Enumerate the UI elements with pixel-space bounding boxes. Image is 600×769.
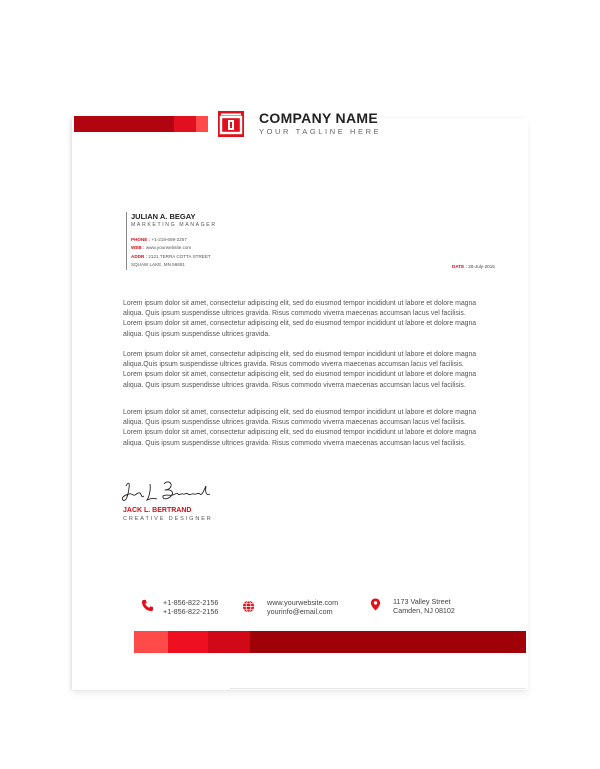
company-name: COMPANY NAME [259,110,378,126]
addr-label: ADDR : [131,253,148,259]
sender-block [126,212,217,270]
footer-address-2: Camden, NJ 08102 [393,605,455,615]
footer-bar-light [134,631,168,653]
page-bottom-line [230,688,526,689]
body-paragraph-2: Lorem ipsum dolor sit amet, consectetur adipiscing elit, sed do eiusmod tempor incididunt ut labore et dolore magna aliqua.Quis ipsum suspendisse ultrices gravida. Risus commodo viverra maecenas accumsan lacus vel facilisis. Lorem ipsum dolor sit amet, consectetur adipiscing elit, sed do eiusmod tempor incididunt ut labore et dolore magna aliqua. Quis ipsum suspendisse ultrices gravida. Risus commodo viverra maecenas accumsan lacus vel facilisis. [123,351,477,389]
footer-bar-mid [208,631,250,653]
body-paragraph-1: Lorem ipsum dolor sit amet, consectetur adipiscing elit, sed do eiusmod tempor incididunt ut labore et dolore magna aliqua. Quis ipsum suspendisse ultrices gravida. Risus commodo viverra maecenas accumsan lacus vel facilisis. Lorem ipsum dolor sit amet, consectetur adipiscing elit, sed do eiusmod tempor incididunt ut labore et dolore magna aliqua. Quis ipsum suspendisse ultrices gravida. [123,300,477,338]
footer-website: www.yourwebsite.com [267,598,339,607]
footer-email: yourinfo@email.com [267,606,333,616]
sender-title: MARKETING MANAGER [131,222,217,228]
footer-phone-1: +1-856-822-2156 [163,598,219,607]
signer-title: CREATIVE DESIGNER [123,516,213,522]
location-pin-icon [369,598,382,611]
handwritten-signature [120,478,216,506]
sender-web: www.yourwebsite.com [145,245,192,251]
sender-addr-line1: 2121 TERRA COTTA STREET [148,253,211,259]
footer-address [393,598,455,616]
footer-bar-dark [250,631,526,653]
letter-date [452,264,495,269]
body-paragraph-3: Lorem ipsum dolor sit amet, consectetur adipiscing elit, sed do eiusmod tempor incididunt ut labore et dolore magna aliqua. Quis ipsum suspendisse ultrices gravida. Risus commodo viverra maecenas accumsan lacus vel facilisis. Lorem ipsum dolor sit amet, consectetur adipiscing elit, sed do eiusmod tempor incididunt ut labore et dolore magna aliqua. Quis ipsum suspendisse ultrices gravida. Risus commodo viverra maecenas accumsan lacus vel facilisis. [123,409,477,447]
company-tagline: YOUR TAGLINE HERE [259,127,382,136]
sender-contact [131,236,217,270]
door-frame-logo-icon [218,111,244,137]
web-label: WEB : [131,245,145,251]
footer-web [267,599,338,617]
header-bar-mid [174,116,196,132]
signer-name: JACK L. BERTRAND [123,507,192,514]
sender-phone-row [131,236,217,244]
footer-phones [163,599,218,617]
sender-web-row [131,244,217,252]
sender-name: JULIAN A. BEGAY [131,212,196,221]
footer-address-1: 1173 Valley Street [393,597,451,606]
footer-bar-bright [168,631,208,653]
header-bar-dark [74,116,174,132]
date-label: DATE : [452,264,467,269]
phone-icon [141,599,154,612]
phone-label: PHONE : [131,237,151,242]
header-bar-light [196,116,208,132]
date-value: 26-July-2015 [468,264,495,269]
footer-phone-2: +1-856-822-2156 [163,606,219,616]
sender-phone: +1-218-659-2257 [151,237,187,242]
sender-addr-row [131,253,217,261]
globe-icon [242,600,255,613]
sender-addr-line2: SQUAW LAKE, MN 56681 [131,262,185,268]
